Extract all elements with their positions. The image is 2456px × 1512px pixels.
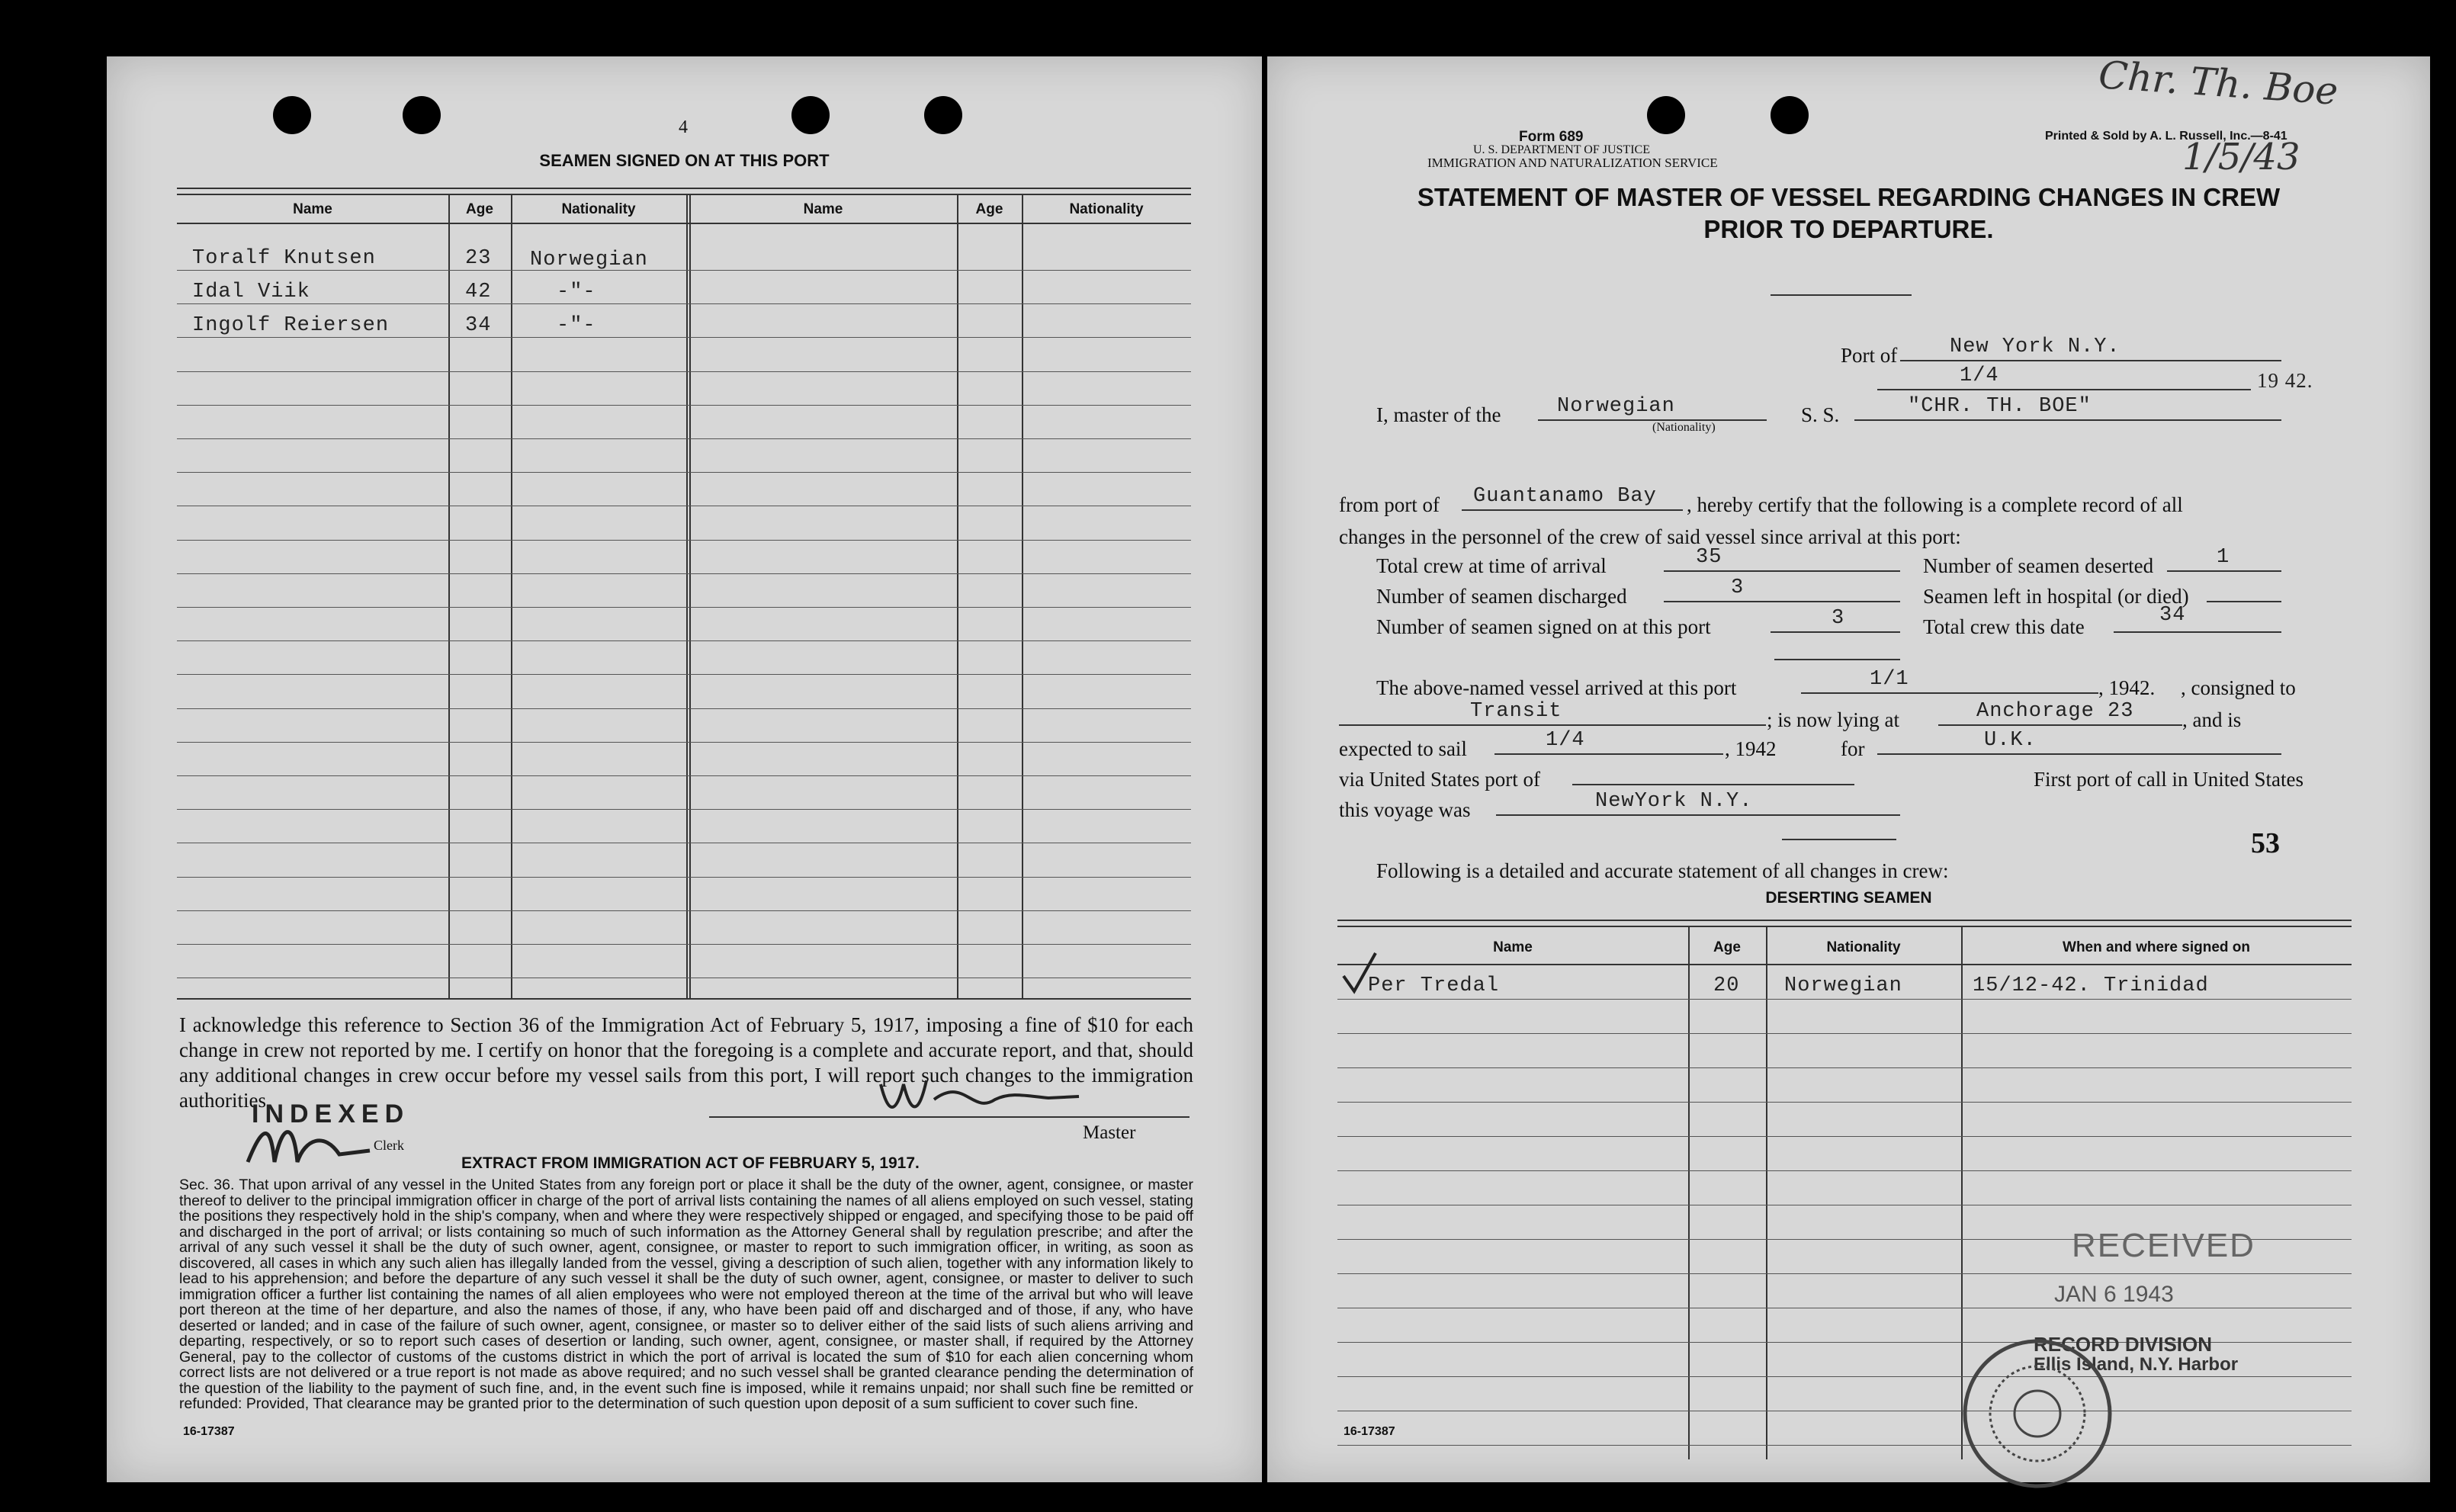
page-number: 4 <box>679 117 688 137</box>
printer-line: Printed & Sold by A. L. Russell, Inc.—8-41 <box>2045 130 2287 143</box>
desert-col-nationality: Nationality <box>1826 939 1901 955</box>
nationality-caption: (Nationality) <box>1652 421 1716 434</box>
col-header-name-2: Name <box>803 201 843 217</box>
form-code: 16-17387 <box>183 1425 235 1438</box>
ellis-island: Ellis Island, N.Y. Harbor <box>2034 1354 2239 1375</box>
row-rule <box>177 877 1191 878</box>
row-rule <box>177 809 1191 810</box>
row-rule <box>177 910 1191 911</box>
sail-value: 1/4 <box>1546 729 1585 752</box>
row-rule <box>177 337 1191 338</box>
clerk-label: Clerk <box>374 1138 404 1153</box>
seaman-name: Idal Viik <box>192 281 310 303</box>
desert-col-age: Age <box>1713 939 1741 955</box>
seal-stamp-icon <box>1954 1330 2121 1498</box>
deserter-name: Per Tredal <box>1368 974 1500 997</box>
seaman-nationality: -"- <box>557 281 596 303</box>
section-title: SEAMEN SIGNED ON AT THIS PORT <box>539 151 830 170</box>
discharged-label: Number of seamen discharged <box>1376 585 1627 608</box>
deserted-label: Number of seamen deserted <box>1923 554 2154 577</box>
page-count: 53 <box>2251 827 2280 859</box>
lying-label: ; is now lying at <box>1767 708 1899 731</box>
table-bottom-rule <box>177 998 1191 1000</box>
lying-value: Anchorage 23 <box>1976 700 2134 723</box>
form-number: Form 689 <box>1519 129 1584 145</box>
certify-text-1: , hereby certify that the following is a complete record of all <box>1687 493 2183 516</box>
extract-text: Sec. 36. That upon arrival of any vessel in the United States from any foreign port or place it shall be the duty of the owner, agent, consignee, or master thereof to deliver to the principal immigration officer in charge of the port of arrival lists containing the names of all aliens employed on such vessel, stating the positions they respectively hold in the ship's company, when and where they were respectively shipped or engaged, and specifying those to be paid off and discharged in the port of arrival; or lists containing so much of such information as the Attorney General shall by regulation prescribe; and after the arrival of any such vessel it shall be the duty of such owner, agent, consignee, or master to report to such immigration officer, in writing, as soon as discovered, all cases in which any such alien has illegally landed from the vessel, giving a description of such alien, together with any information likely to lead to his apprehension; and before the departure of any such vessel it shall be the duty of such owner, agent, consignee, or master to deliver to such immigration officer a further list containing the names of all alien employees who were not employed thereon at the time of the arrival but who will leave port thereon at the time of her departure, and also the names of those, if any, who have been paid off and discharged and of those, if any, who have deserted or landed; and in case of the failure of such owner, agent, consignee, or master so to deliver either of the said lists of such aliens arriving and departing, respectively, or so to report such cases of desertion or landing, such owner, agent, consignee, or master shall, if required by the Attorney General, pay to the collector of customs of the customs district in which the port of arrival is located the sum of $10 for each alien concerning whom correct lists are not delivered or a true report is not made as above required; and no such vessel shall be granted clearance pending the determination of the question of the liability to the payment of such fine, and, in the event such fine is imposed, while it remains unpaid; nor shall such fine be remitted or refunded: Provided, That clearance may be granted prior to the determination of such question upon deposit of a sum sufficient to cover such fine. <box>179 1177 1193 1412</box>
punch-hole <box>791 96 830 134</box>
signed-on-value: 3 <box>1832 607 1845 630</box>
hospital-label: Seamen left in hospital (or died) <box>1923 585 2189 608</box>
extract-title: EXTRACT FROM IMMIGRATION ACT OF FEBRUARY 5, 1917. <box>461 1154 920 1172</box>
handwritten-ship-name: Chr. Th. Boe <box>2097 53 2340 114</box>
row-rule <box>1337 1136 2352 1137</box>
total-arrival-value: 35 <box>1696 546 1722 569</box>
row-rule <box>177 742 1191 743</box>
table-header-rule <box>177 223 1191 224</box>
deserter-signed-on: 15/12-42. Trinidad <box>1973 974 2209 997</box>
deserting-table-header-rule <box>1337 964 2352 965</box>
row-rule <box>1337 1102 2352 1103</box>
row-rule <box>1337 1273 2352 1274</box>
row-rule <box>177 775 1191 776</box>
seaman-age: 42 <box>465 281 492 303</box>
discharged-value: 3 <box>1731 576 1745 599</box>
master-label: Master <box>1083 1122 1136 1143</box>
punch-hole <box>273 96 311 134</box>
dept-line-1: U. S. DEPARTMENT OF JUSTICE <box>1473 143 1650 156</box>
row-rule <box>177 270 1191 271</box>
record-division: RECORD DIVISION <box>2034 1333 2213 1356</box>
voyage-label: this voyage was <box>1339 798 1471 821</box>
title-rule <box>1771 294 1912 296</box>
col-header-nationality: Nationality <box>561 201 636 217</box>
form-code: 16-17387 <box>1344 1425 1395 1438</box>
desert-col-name: Name <box>1493 939 1533 955</box>
first-port-label: First port of call in United States <box>2034 768 2304 791</box>
sail-year: , 1942 <box>1725 737 1777 760</box>
certify-text-2: changes in the personnel of the crew of said vessel since arrival at this port: <box>1339 525 1961 548</box>
from-port-label: from port of <box>1339 493 1440 516</box>
col-header-name: Name <box>293 201 332 217</box>
sail-label: expected to sail <box>1339 737 1467 760</box>
row-rule <box>177 371 1191 372</box>
deserter-nationality: Norwegian <box>1784 974 1902 997</box>
left-page <box>107 56 1262 1482</box>
seaman-nationality: Norwegian <box>530 249 648 271</box>
row-rule <box>177 573 1191 574</box>
punch-hole <box>1647 96 1685 134</box>
row-rule <box>177 303 1191 304</box>
total-date-label: Total crew this date <box>1923 615 2085 638</box>
following-text: Following is a detailed and accurate statement of all changes in crew: <box>1376 859 1949 882</box>
year-value: 19 42. <box>2257 369 2313 392</box>
total-arrival-label: Total crew at time of arrival <box>1376 554 1607 577</box>
for-label: for <box>1841 737 1865 760</box>
acknowledgement-text: I acknowledge this reference to Section 36 of the Immigration Act of February 5, 1917, imposing a fine of $10 for each change in crew not reported by me. I certify on honor that the foregoing is a complete and accurate report, and that, should any additional changes in crew occur before my vessel sails from this port, I will report such changes to the immigration authorities. <box>179 1013 1193 1112</box>
table-top-rule <box>177 188 1191 195</box>
consigned-label: , consigned to <box>2181 676 2296 699</box>
received-stamp: RECEIVED <box>2072 1227 2255 1264</box>
row-rule <box>177 472 1191 473</box>
row-rule <box>1337 1376 2352 1377</box>
date-value: 1/4 <box>1960 364 1999 387</box>
consigned-value: Transit <box>1470 700 1562 723</box>
row-rule <box>177 405 1191 406</box>
row-rule <box>177 607 1191 608</box>
port-value: New York N.Y. <box>1950 335 2121 358</box>
seaman-age: 34 <box>465 314 492 337</box>
row-rule <box>1337 1170 2352 1171</box>
deserting-table-top-rule <box>1337 920 2352 927</box>
form-title-line-1: STATEMENT OF MASTER OF VESSEL REGARDING CHANGES IN CREW <box>1417 183 2281 211</box>
dept-line-2: IMMIGRATION AND NATURALIZATION SERVICE <box>1427 156 1718 170</box>
voyage-value: NewYork N.Y. <box>1595 790 1753 813</box>
seaman-name: Ingolf Reiersen <box>192 314 390 337</box>
col-header-age-2: Age <box>975 201 1003 217</box>
row-rule <box>177 944 1191 945</box>
row-rule <box>177 674 1191 675</box>
row-rule <box>177 640 1191 641</box>
handwritten-date: 1/5/43 <box>2182 136 2300 178</box>
desert-col-signed-on: When and where signed on <box>2063 939 2250 955</box>
via-label: via United States port of <box>1339 768 1540 791</box>
master-of-label: I, master of the <box>1376 403 1501 426</box>
seaman-name: Toralf Knutsen <box>192 247 376 270</box>
for-value: U.K. <box>1984 729 2037 752</box>
seaman-nationality: -"- <box>557 314 596 337</box>
total-date-value: 34 <box>2159 604 2186 627</box>
col-header-nationality-2: Nationality <box>1069 201 1144 217</box>
seaman-age: 23 <box>465 247 492 270</box>
indexed-stamp: INDEXED <box>252 1099 410 1128</box>
vessel-nationality: Norwegian <box>1557 395 1675 418</box>
row-rule <box>1337 1033 2352 1034</box>
from-port-value: Guantanamo Bay <box>1473 485 1657 508</box>
deserter-age: 20 <box>1713 974 1740 997</box>
form-title-line-2: PRIOR TO DEPARTURE. <box>1703 215 1994 243</box>
arrived-label: The above-named vessel arrived at this port <box>1376 676 1737 699</box>
punch-hole <box>403 96 441 134</box>
row-rule <box>1337 1445 2352 1446</box>
arrived-value: 1/1 <box>1870 668 1909 691</box>
arrived-year: , 1942. <box>2098 676 2156 699</box>
right-page <box>1267 53 2430 1482</box>
port-label: Port of <box>1841 344 1898 367</box>
received-date: JAN 6 1943 <box>2054 1282 2174 1307</box>
row-rule <box>177 438 1191 439</box>
and-is-label: , and is <box>2182 708 2242 731</box>
col-header-age: Age <box>466 201 493 217</box>
row-rule <box>1337 999 2352 1000</box>
clerk-signature-icon <box>240 1109 377 1177</box>
row-rule <box>177 540 1191 541</box>
deserting-title: DESERTING SEAMEN <box>1765 889 1932 907</box>
deserted-value: 1 <box>2217 546 2230 569</box>
punch-hole <box>1771 96 1809 134</box>
row-rule <box>177 708 1191 709</box>
ship-name: "CHR. TH. BOE" <box>1908 395 2092 418</box>
row-rule <box>1337 1067 2352 1068</box>
ss-label: S. S. <box>1801 403 1840 426</box>
master-signature-icon <box>873 1069 1087 1130</box>
punch-hole <box>924 96 962 134</box>
signed-on-label: Number of seamen signed on at this port <box>1376 615 1711 638</box>
